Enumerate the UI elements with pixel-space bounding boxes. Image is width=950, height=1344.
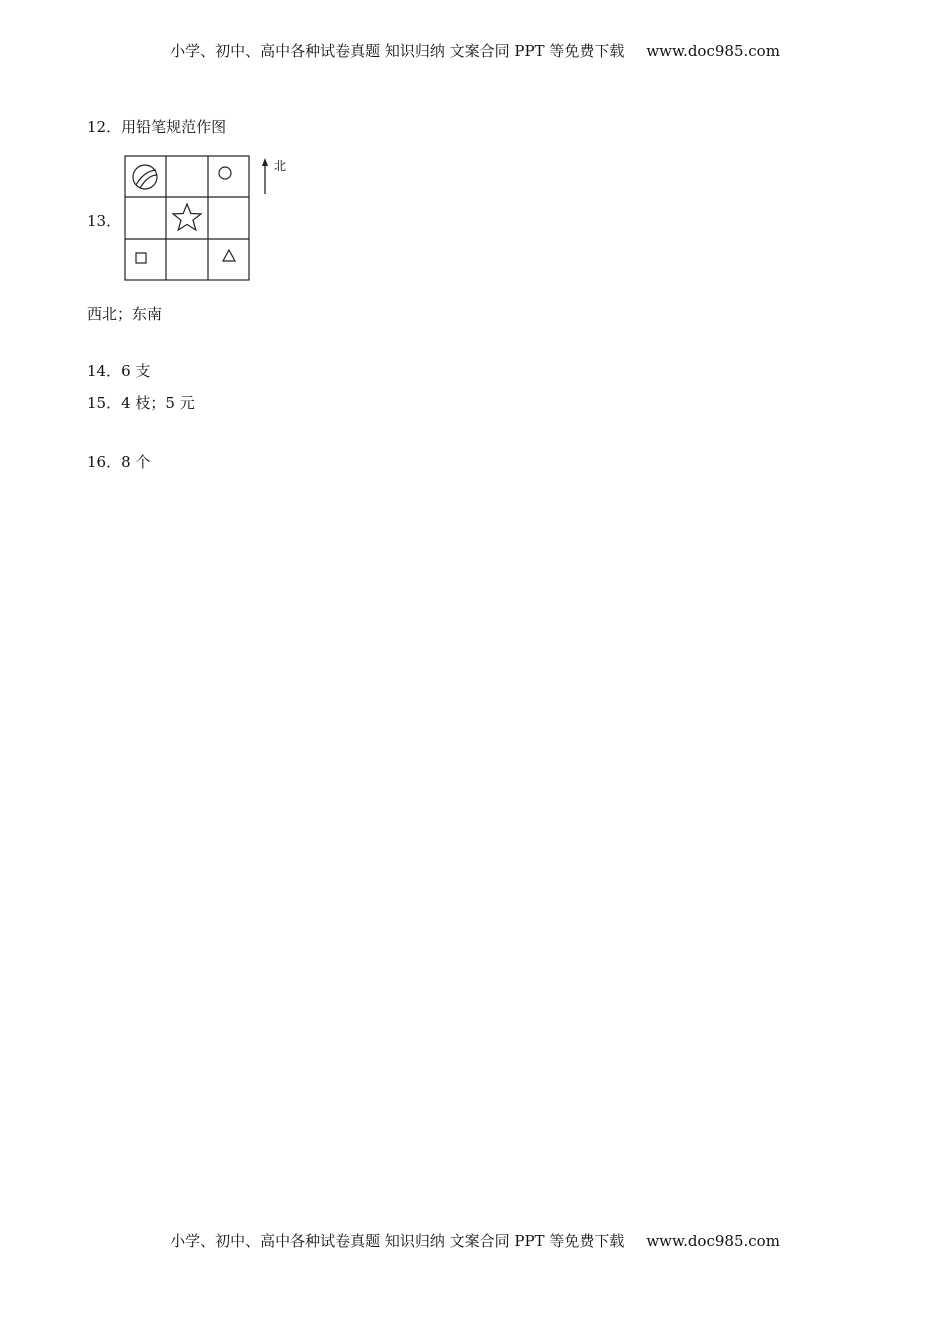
circle-icon xyxy=(219,167,231,179)
star-icon xyxy=(173,204,201,230)
triangle-icon xyxy=(223,250,235,261)
answer-15: 15．4 枝；5 元 xyxy=(87,394,195,412)
position-grid-figure xyxy=(124,155,250,281)
north-label: 北 xyxy=(274,159,287,173)
answer-14: 14．6 支 xyxy=(87,362,151,380)
page-footer xyxy=(0,1230,950,1251)
page-header xyxy=(0,40,950,61)
answer-13: 西北；东南 xyxy=(87,305,163,323)
ball-icon xyxy=(133,165,157,189)
answer-13-number: 13． xyxy=(87,212,122,230)
footer-site: www.doc985.com xyxy=(646,1232,780,1250)
footer-text: 小学、初中、高中各种试卷真题 知识归纳 文案合同 PPT 等免费下载 xyxy=(170,1232,625,1250)
answer-16: 16．8 个 xyxy=(87,453,151,471)
answer-12: 12．用铅笔规范作图 xyxy=(87,118,227,136)
square-icon xyxy=(136,253,146,263)
header-text: 小学、初中、高中各种试卷真题 知识归纳 文案合同 PPT 等免费下载 xyxy=(170,42,625,60)
header-site: www.doc985.com xyxy=(646,42,780,60)
